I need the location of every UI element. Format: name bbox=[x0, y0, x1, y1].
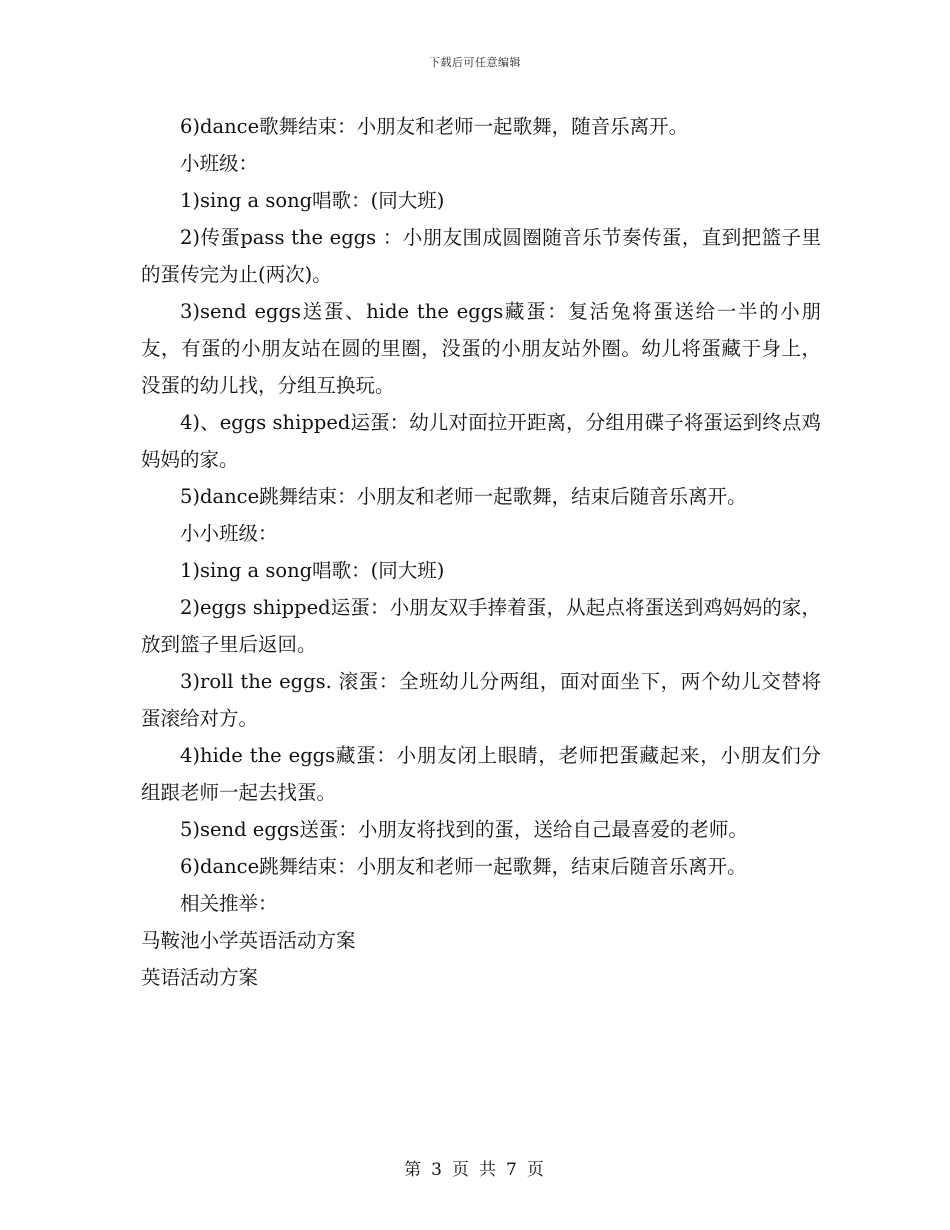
paragraph: 5)send eggs送蛋：小朋友将找到的蛋，送给自己最喜爱的老师。 bbox=[180, 818, 748, 841]
paragraph: 4)hide the eggs藏蛋：小朋友闭上眼睛，老师把蛋藏起来，小朋友们分组跟老师一起去找蛋。 bbox=[141, 744, 821, 804]
section-heading-tiny-class: 小小班级： bbox=[180, 522, 278, 545]
footer-suffix: 页 bbox=[526, 1160, 546, 1180]
current-page-number: 3 bbox=[431, 1160, 444, 1180]
related-heading: 相关推举： bbox=[180, 892, 278, 915]
footer-page-word: 页 bbox=[452, 1160, 471, 1180]
related-link[interactable]: 马鞍池小学英语活动方案 bbox=[141, 929, 356, 952]
paragraph: 6)dance歌舞结束：小朋友和老师一起歌舞，随音乐离开。 bbox=[180, 115, 689, 138]
paragraph: 1)sing a song唱歌：(同大班) bbox=[180, 559, 445, 582]
paragraph: 1)sing a song唱歌：(同大班) bbox=[180, 189, 445, 212]
document-body bbox=[141, 108, 821, 996]
paragraph: 3)send eggs送蛋、hide the eggs藏蛋：复活兔将蛋送给一半的小朋友，有蛋的小朋友站在圆的里圈，没蛋的小朋友站外圈。幼儿将蛋藏于身上，没蛋的幼儿找，分组互换玩。 bbox=[141, 300, 821, 397]
footer-prefix: 第 bbox=[404, 1160, 424, 1180]
page-header: 下载后可任意编辑 bbox=[429, 56, 521, 69]
section-heading-small-class: 小班级： bbox=[180, 152, 259, 175]
paragraph: 2)传蛋pass the eggs ：小朋友围成圆圈随音乐节奏传蛋，直到把篮子里的蛋传完为止(两次)。 bbox=[141, 226, 821, 286]
paragraph: 3)roll the eggs. 滚蛋：全班幼儿分两组，面对面坐下，两个幼儿交替将蛋滚给对方。 bbox=[141, 670, 821, 730]
page-footer bbox=[0, 1155, 950, 1180]
related-link[interactable]: 英语活动方案 bbox=[141, 966, 259, 989]
paragraph: 2)eggs shipped运蛋：小朋友双手捧着蛋，从起点将蛋送到鸡妈妈的家，放到篮子里后返回。 bbox=[141, 596, 821, 656]
total-pages-number: 7 bbox=[506, 1160, 519, 1180]
footer-total-word: 共 bbox=[479, 1160, 498, 1180]
paragraph: 4)、eggs shipped运蛋：幼儿对面拉开距离，分组用碟子将蛋运到终点鸡妈妈的家。 bbox=[141, 411, 821, 471]
paragraph: 5)dance跳舞结束：小朋友和老师一起歌舞，结束后随音乐离开。 bbox=[180, 485, 747, 508]
paragraph: 6)dance跳舞结束：小朋友和老师一起歌舞，结束后随音乐离开。 bbox=[180, 855, 747, 878]
